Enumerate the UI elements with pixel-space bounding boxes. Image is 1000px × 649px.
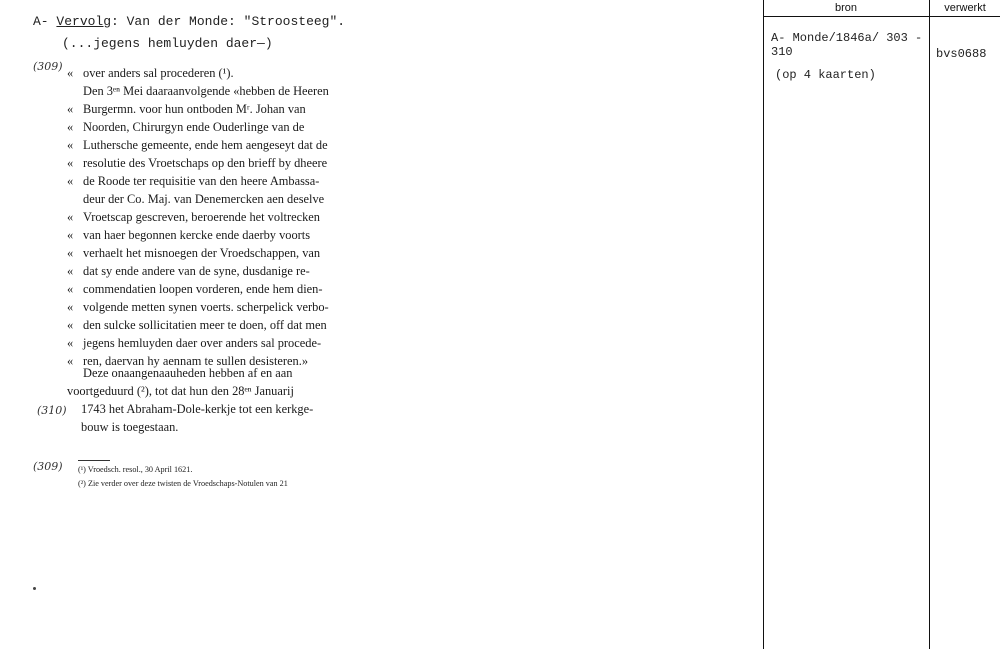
- quote-mark: «: [67, 336, 74, 350]
- paragraph-line: bouw is toegestaan.: [81, 420, 179, 434]
- quote-mark: «: [67, 174, 74, 188]
- quote-line: [67, 262, 387, 280]
- quote-line: [67, 154, 387, 172]
- bron-reference: [771, 31, 922, 59]
- quote-mark: «: [67, 66, 74, 80]
- quote-line-text: jegens hemluyden daer over anders sal procede-: [83, 336, 322, 350]
- bron-reference-line1: A- Monde/1846a/ 303 -: [771, 31, 923, 45]
- quote-mark: «: [67, 282, 74, 296]
- quote-line-text: van haer begonnen kercke ende daerby voorts: [83, 228, 311, 242]
- quote-mark: «: [67, 156, 74, 170]
- quote-line-text: volgende metten synen voerts. scherpelick verbo-: [83, 300, 329, 314]
- heading-prefix: A-: [33, 14, 49, 29]
- stray-mark: [33, 587, 36, 590]
- quote-line-text: Luthersche gemeente, ende hem aengeseyt dat de: [83, 138, 328, 152]
- quote-line-text: Den 3ᵉⁿ Mei daaraanvolgende «hebben de Heeren: [83, 84, 329, 98]
- column-header-bron: bron: [834, 2, 858, 14]
- heading-rest: : Van der Monde: "Stroosteeg".: [111, 14, 346, 29]
- document-subheading: (...jegens hemluyden daer—): [62, 36, 273, 51]
- quote-mark: «: [67, 264, 74, 278]
- quote-mark: «: [67, 138, 74, 152]
- footnote-1: (¹) Vroedsch. resol., 30 April 1621.: [78, 465, 193, 474]
- footnote-2: (²) Zie verder over deze twisten de Vroedschaps-Notulen van 21: [78, 479, 288, 488]
- table-border-left: [763, 0, 764, 649]
- quote-line-text: Vroetscap gescreven, beroerende het voltrecken: [83, 210, 320, 224]
- paragraph-line: voortgeduurd (²), tot dat hun den 28ᵉⁿ Januarij: [67, 384, 294, 398]
- heading-underlined: Vervolg: [56, 14, 112, 29]
- footnotes: [78, 463, 288, 491]
- table-header-rule: [763, 16, 1000, 17]
- bron-reference-line2: 310: [771, 45, 793, 59]
- quote-line-text: commendatien loopen vorderen, ende hem dien-: [83, 282, 323, 296]
- quote-line: [67, 64, 387, 82]
- quote-mark: «: [67, 228, 74, 242]
- quote-mark: «: [67, 318, 74, 332]
- quote-line-text: Noorden, Chirurgyn ende Ouderlinge van de: [83, 120, 305, 134]
- margin-note-309: (309): [33, 60, 63, 73]
- quote-line-text: resolutie des Vroetschaps op den brieff by dheere: [83, 156, 328, 170]
- quote-line: [67, 118, 387, 136]
- quote-line: [67, 208, 387, 226]
- quote-line: [67, 190, 387, 208]
- margin-note-309-footnote: (309): [33, 460, 63, 473]
- verwerkt-code: bvs0688: [936, 47, 987, 61]
- quote-line: [67, 172, 387, 190]
- quoted-passage: [67, 64, 387, 370]
- bron-card-count: (op 4 kaarten): [775, 68, 876, 82]
- quote-line-text: ren, daervan hy aennam te sullen desisteren.»: [83, 354, 309, 368]
- quote-line: [67, 136, 387, 154]
- quote-line-text: den sulcke sollicitatien meer te doen, off dat men: [83, 318, 327, 332]
- quote-line-text: over anders sal procederen (¹).: [83, 66, 234, 80]
- quote-mark: «: [67, 246, 74, 260]
- quote-line-text: verhaelt het misnoegen der Vroedschappen, van: [83, 246, 321, 260]
- paragraph-line: 1743 het Abraham-Dole-kerkje tot een kerkge-: [81, 402, 314, 416]
- quote-line: [67, 82, 387, 100]
- footnote-rule: [78, 460, 110, 461]
- margin-note-310: (310): [37, 404, 67, 417]
- quote-line: [67, 316, 387, 334]
- quote-line: [67, 334, 387, 352]
- quote-mark: «: [67, 354, 74, 368]
- quote-line: [67, 226, 387, 244]
- quote-line: [67, 280, 387, 298]
- quote-line-text: de Roode ter requisitie van den heere Ambassa-: [83, 174, 320, 188]
- quote-mark: «: [67, 120, 74, 134]
- table-column-divider: [929, 0, 930, 649]
- quote-line: [67, 100, 387, 118]
- catalog-table: [763, 0, 1000, 649]
- quote-line: [67, 298, 387, 316]
- paragraph-line: Deze onaangenaauheden hebben af en aan: [83, 366, 293, 380]
- quote-mark: «: [67, 210, 74, 224]
- quote-line-text: deur der Co. Maj. van Denemercken aen deselve: [83, 192, 325, 206]
- document-heading: [33, 14, 345, 29]
- quote-mark: «: [67, 300, 74, 314]
- column-header-verwerkt: verwerkt: [944, 2, 986, 14]
- quote-mark: «: [67, 102, 74, 116]
- quote-line-text: Burgermn. voor hun ontboden Mʳ. Johan van: [83, 102, 306, 116]
- quote-line: [67, 244, 387, 262]
- quote-line-text: dat sy ende andere van de syne, dusdanige re-: [83, 264, 310, 278]
- closing-paragraph: [67, 364, 387, 436]
